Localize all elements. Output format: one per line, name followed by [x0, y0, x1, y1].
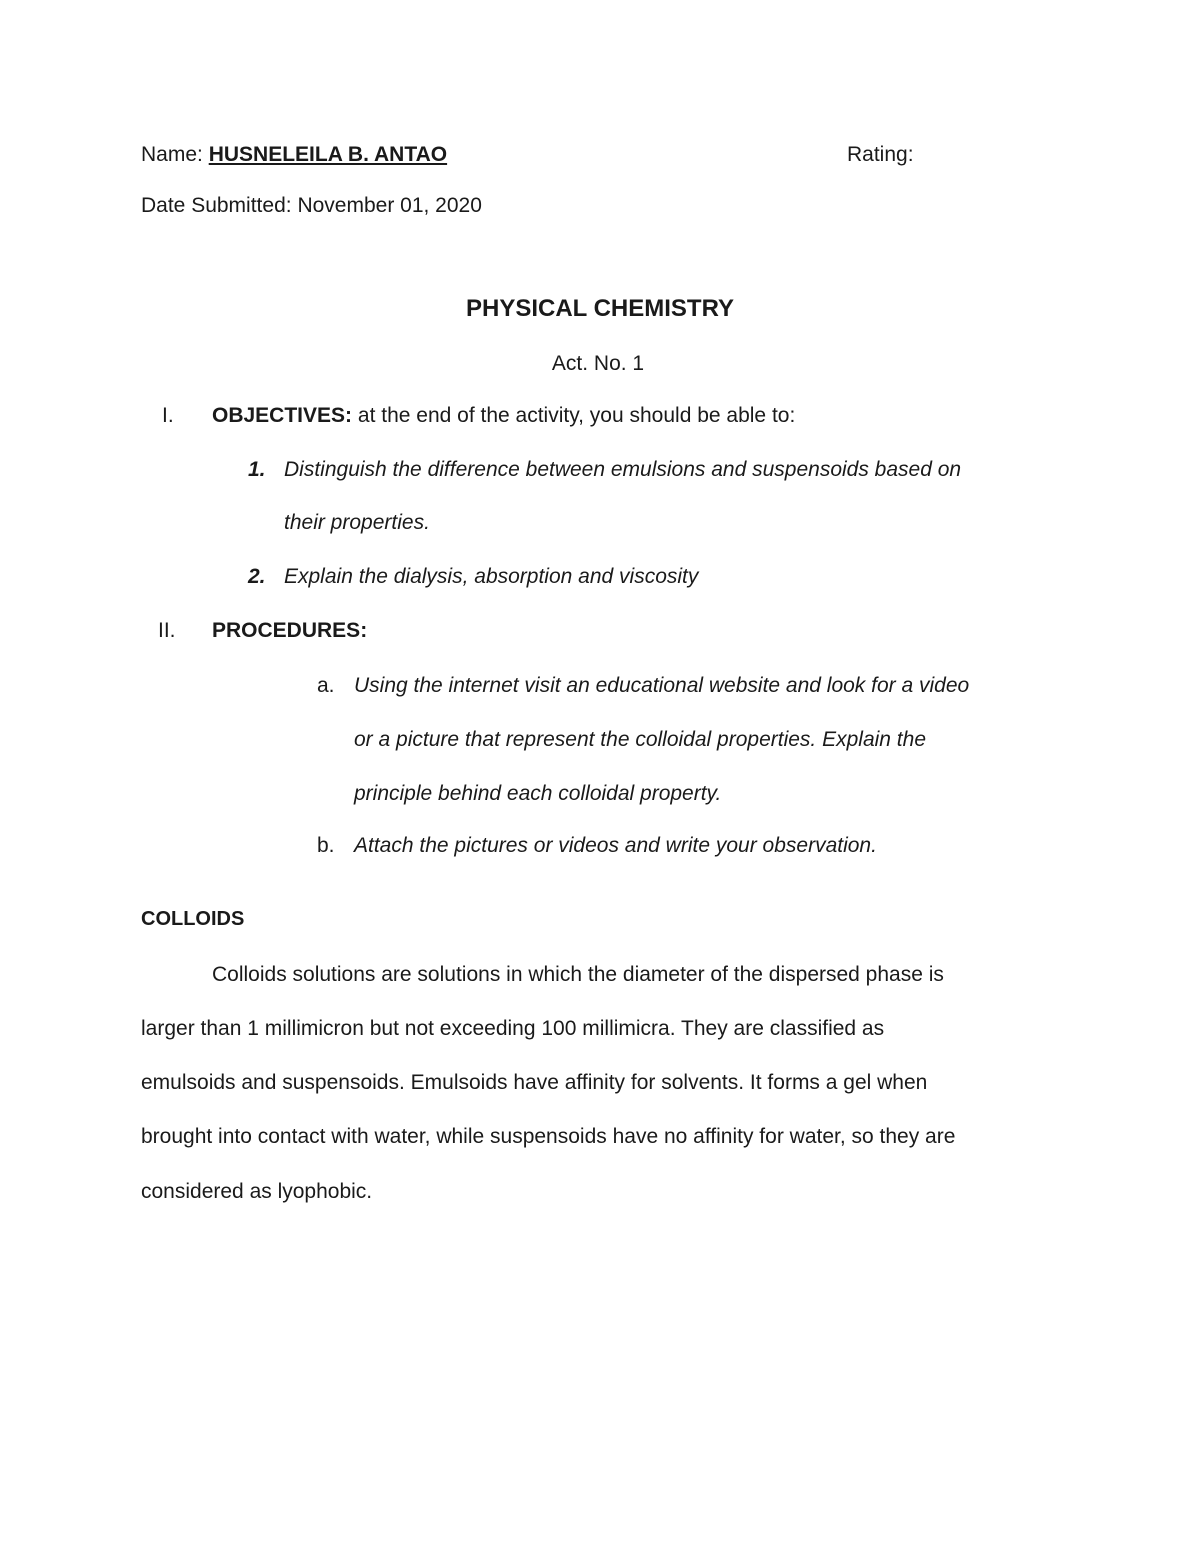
objective-number: 2. — [248, 565, 266, 588]
rating-label: Rating: — [847, 143, 914, 166]
date-value: November 01, 2020 — [297, 194, 482, 217]
paragraph-line: Colloids solutions are solutions in which the diameter of the dispersed phase is — [212, 963, 944, 986]
paragraph-line: considered as lyophobic. — [141, 1180, 373, 1203]
procedures-colon: : — [360, 619, 368, 642]
student-name: HUSNELEILA B. ANTAO — [208, 143, 448, 166]
procedure-text: or a picture that represent the colloidal properties. Explain the — [354, 728, 926, 751]
procedure-letter: a. — [317, 674, 335, 697]
date-line — [141, 194, 482, 218]
objectives-line — [212, 404, 795, 428]
page-title: PHYSICAL CHEMISTRY — [465, 295, 735, 322]
colloids-heading: COLLOIDS — [141, 908, 245, 930]
procedures-heading: PROCEDURES — [212, 619, 361, 642]
objective-text: Explain the dialysis, absorption and viscosity — [284, 565, 699, 588]
name-line — [141, 143, 447, 167]
procedures-numeral: II. — [158, 619, 176, 642]
procedure-text: principle behind each colloidal property. — [354, 782, 722, 805]
date-label: Date Submitted: — [141, 194, 292, 217]
objective-number: 1. — [248, 458, 266, 481]
procedure-text: Using the internet visit an educational website and look for a video — [354, 674, 970, 697]
objectives-numeral: I. — [162, 404, 174, 427]
paragraph-line: emulsoids and suspensoids. Emulsoids have affinity for solvents. It forms a gel when — [141, 1071, 928, 1094]
objectives-colon: : — [345, 404, 353, 427]
objective-text: Distinguish the difference between emulsions and suspensoids based on — [284, 458, 962, 481]
paragraph-line: brought into contact with water, while suspensoids have no affinity for water, so they are — [141, 1125, 956, 1148]
procedure-text: Attach the pictures or videos and write your observation. — [354, 834, 877, 857]
activity-number: Act. No. 1 — [551, 352, 645, 375]
paragraph-line: larger than 1 millimicron but not exceeding 100 millimicra. They are classified as — [141, 1017, 885, 1040]
procedure-letter: b. — [317, 834, 335, 857]
procedures-line — [212, 619, 367, 643]
objective-text: their properties. — [284, 511, 430, 534]
name-label: Name: — [141, 143, 203, 166]
objectives-heading: OBJECTIVES — [212, 404, 346, 427]
objectives-intro: at the end of the activity, you should be able to: — [357, 404, 796, 427]
